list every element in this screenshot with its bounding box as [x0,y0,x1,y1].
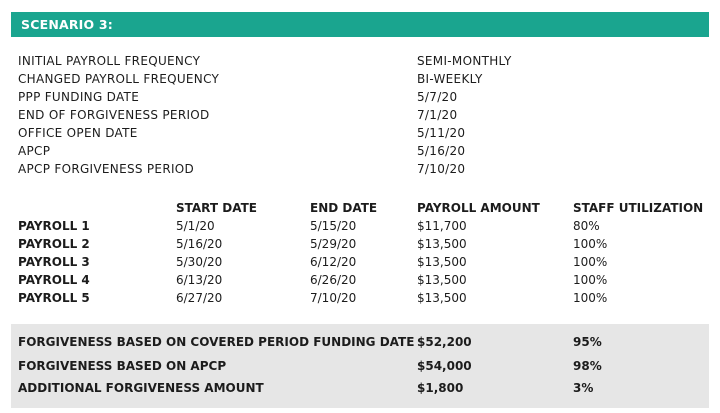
end-date: 5/29/20 [310,237,357,251]
start-date: 5/16/20 [176,237,223,251]
info-row [18,72,708,88]
header-payroll-amount: PAYROLL AMOUNT [417,201,540,215]
summary-row [11,381,709,399]
staff-utilization: 100% [573,291,608,305]
payroll-amount: $13,500 [417,237,467,251]
table-row [0,273,720,289]
staff-utilization: 100% [573,255,608,269]
table-header [0,201,720,217]
info-value: 5/11/20 [417,126,466,140]
info-row [18,108,708,124]
start-date: 5/1/20 [176,219,215,233]
summary-amount: $54,000 [417,359,472,373]
summary-row [11,359,709,377]
summary-label: ADDITIONAL FORGIVENESS AMOUNT [18,381,264,395]
info-value: SEMI-MONTHLY [417,54,512,68]
start-date: 6/13/20 [176,273,223,287]
header-end-date: END DATE [310,201,378,215]
staff-utilization: 100% [573,273,608,287]
payroll-name: PAYROLL 5 [18,291,90,305]
info-value: 5/7/20 [417,90,458,104]
table-row [0,219,720,235]
payroll-name: PAYROLL 3 [18,255,90,269]
staff-utilization: 100% [573,237,608,251]
payroll-amount: $13,500 [417,273,467,287]
info-label: CHANGED PAYROLL FREQUENCY [18,72,220,86]
info-row [18,54,708,70]
end-date: 6/26/20 [310,273,357,287]
summary-percent: 98% [573,359,602,373]
payroll-amount: $13,500 [417,255,467,269]
info-value: 5/16/20 [417,144,466,158]
payroll-name: PAYROLL 4 [18,273,90,287]
header-staff-utilization: STAFF UTILIZATION [573,201,704,215]
info-label: APCP FORGIVENESS PERIOD [18,162,195,176]
summary-label: FORGIVENESS BASED ON APCP [18,359,227,373]
start-date: 6/27/20 [176,291,223,305]
summary-label: FORGIVENESS BASED ON COVERED PERIOD FUNDING DATE [18,335,415,349]
end-date: 6/12/20 [310,255,357,269]
summary-percent: 3% [573,381,594,395]
summary-amount: $52,200 [417,335,472,349]
info-value: 7/10/20 [417,162,466,176]
info-label: APCP [18,144,51,158]
info-row [18,162,708,178]
info-value: 7/1/20 [417,108,458,122]
info-row [18,90,708,106]
table-row [0,255,720,271]
payroll-amount: $13,500 [417,291,467,305]
header-start-date: START DATE [176,201,257,215]
summary-panel [11,324,709,408]
start-date: 5/30/20 [176,255,223,269]
table-row [0,237,720,253]
summary-percent: 95% [573,335,602,349]
info-row [18,126,708,142]
summary-row [11,335,709,353]
end-date: 7/10/20 [310,291,357,305]
scenario-title: SCENARIO 3: [21,17,114,32]
end-date: 5/15/20 [310,219,357,233]
staff-utilization: 80% [573,219,600,233]
scenario-banner [11,12,709,37]
payroll-name: PAYROLL 1 [18,219,90,233]
info-value: BI-WEEKLY [417,72,483,86]
summary-amount: $1,800 [417,381,464,395]
info-label: END OF FORGIVENESS PERIOD [18,108,210,122]
payroll-amount: $11,700 [417,219,467,233]
info-row [18,144,708,160]
info-label: OFFICE OPEN DATE [18,126,138,140]
table-row [0,291,720,307]
info-label: PPP FUNDING DATE [18,90,140,104]
payroll-name: PAYROLL 2 [18,237,90,251]
info-label: INITIAL PAYROLL FREQUENCY [18,54,201,68]
